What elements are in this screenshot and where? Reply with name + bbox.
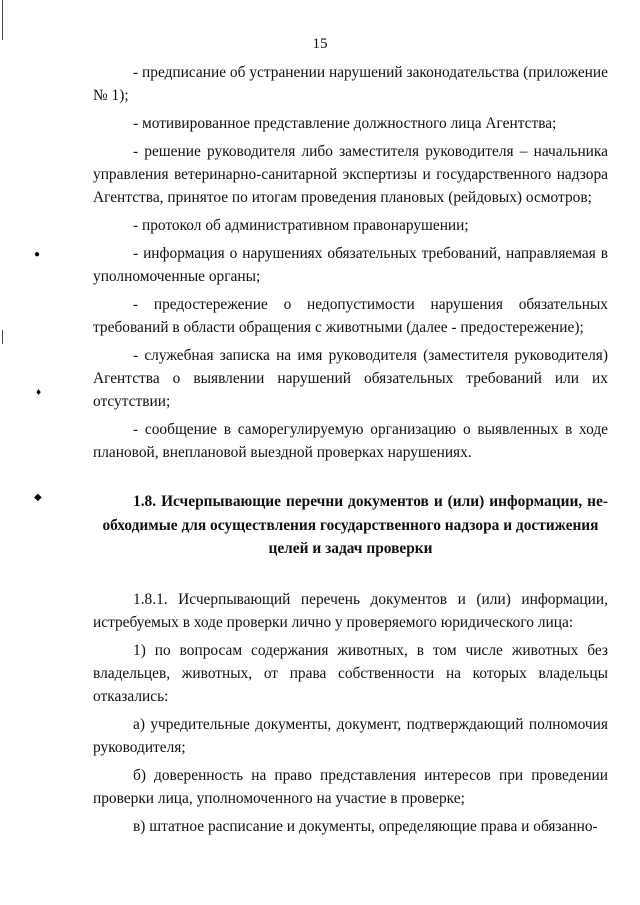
paragraph: 1) по вопросам содержания животных, в том числе животных без владельцев, животных, от права собственности на которых владельцы отказались: xyxy=(93,642,608,706)
section-heading-line: целей и задач проверки xyxy=(268,539,433,557)
paragraph: а) учредительные документы, документ, подтверждающий полномочия руководителя; xyxy=(93,716,608,757)
list-item: - предостережение о недопустимости нарушения обязательных требований в области обращения с животными (далее - предостережение); xyxy=(93,295,608,336)
section-heading xyxy=(93,490,608,560)
paragraph: 1.8.1. Исчерпывающий перечень документов и (или) информации, истребуемых в ходе проверки лично у проверяемого юридического лица: xyxy=(93,591,608,632)
list-item: - протокол об административном правонарушении; xyxy=(133,217,469,234)
scan-speck: ◆ xyxy=(34,492,42,503)
paragraph: б) доверенность на право представления интересов при проведении проверки лица, уполномоченного на участие в проверке; xyxy=(93,767,608,808)
page-number: 15 xyxy=(312,36,328,52)
scan-edge-line xyxy=(2,0,3,40)
paragraph: в) штатное расписание и документы, определяющие права и обязанно- xyxy=(133,818,598,836)
scan-edge-line xyxy=(2,330,3,344)
list-item: - предписание об устранении нарушений законодательства (приложение № 1); xyxy=(93,64,608,105)
list-item: - служебная записка на имя руководителя (заместителя руководителя) Агентства о выявлении нарушений обязательных требований или их отсутствии; xyxy=(93,346,608,411)
section-heading-line: обходимые для осуществления государственного надзора и достижения xyxy=(102,516,599,534)
scan-speck: ♦ xyxy=(36,387,42,398)
section-heading-line: 1.8. Исчерпывающие перечни документов и (или) информации, не- xyxy=(133,493,608,511)
list-item: - информация о нарушениях обязательных требований, направляемая в уполномоченные органы; xyxy=(93,244,608,285)
body-text xyxy=(93,61,608,843)
scan-speck: ● xyxy=(34,249,41,260)
list-item: - решение руководителя либо заместителя руководителя – начальника управления ветеринарно-санитарной экспертизы и государственного надзора Агентства, принятое по итогам проведения плановых (рейдовых) осмотров; xyxy=(93,142,608,207)
list-item: - сообщение в саморегулируемую организацию о выявленных в ходе плановой, внеплановой выездной проверках нарушениях. xyxy=(93,421,608,462)
list-item: - мотивированное представление должностного лица Агентства; xyxy=(133,115,557,132)
